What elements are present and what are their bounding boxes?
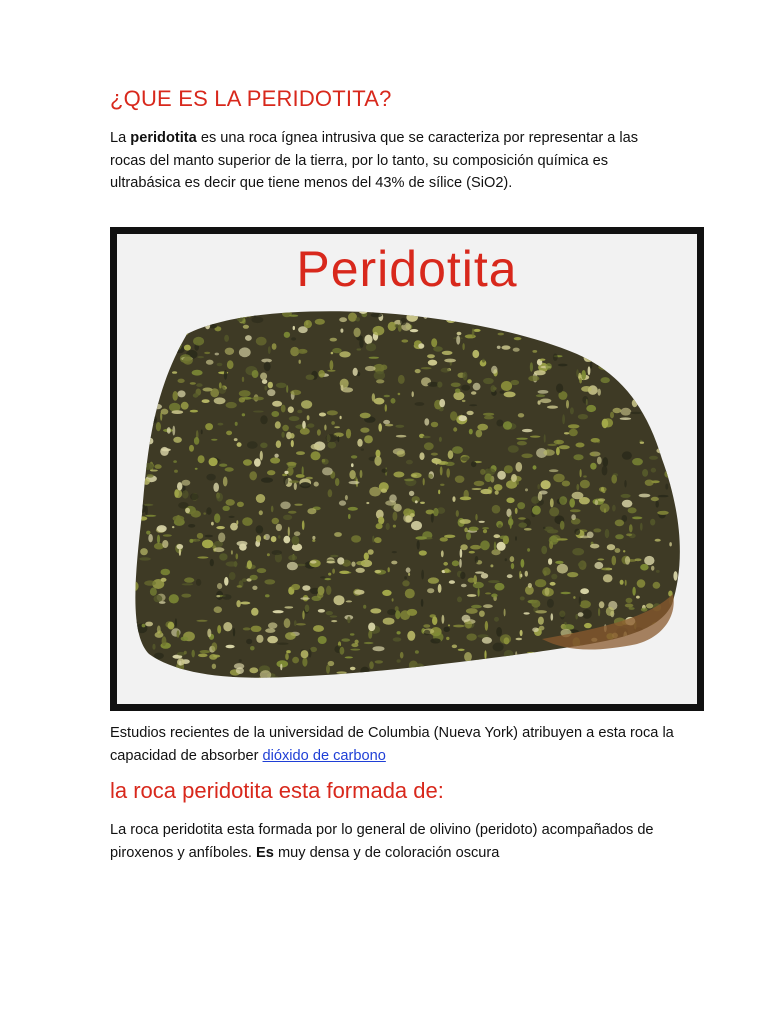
composition-text-start: La roca peridotita esta formada por lo general de olivino (peridoto) acompañados de piroxenos y anfíboles. xyxy=(110,822,654,861)
figure-label: Peridotita xyxy=(296,241,518,297)
page-title: ¿QUE ES LA PERIDOTITA? xyxy=(110,86,392,111)
intro-bold-term: peridotita xyxy=(130,130,197,146)
research-paragraph xyxy=(110,722,690,767)
section-heading: la roca peridotita esta formada de: xyxy=(110,778,444,803)
composition-paragraph xyxy=(110,819,670,864)
carbon-dioxide-link[interactable]: dióxido de carbono xyxy=(262,747,386,764)
research-text: Estudios recientes de la universidad de Columbia (Nueva York) atribuyen a esta roca la capacidad de absorber xyxy=(110,725,674,764)
peridotite-rock-image xyxy=(117,234,697,704)
peridotite-figure xyxy=(110,227,704,711)
intro-text-rest: es una roca ígnea intrusiva que se caracteriza por representar a las rocas del manto superior de la tierra, por lo tanto, su composición química es ultrabásica es decir que tiene menos del 43% de sílice (SiO2). xyxy=(110,130,639,192)
composition-text-rest: muy densa y de coloración oscura xyxy=(273,844,500,861)
intro-paragraph xyxy=(110,127,670,195)
figure-canvas xyxy=(117,234,697,704)
intro-text-start: La xyxy=(110,130,131,146)
composition-bold-word: Es xyxy=(256,844,274,861)
